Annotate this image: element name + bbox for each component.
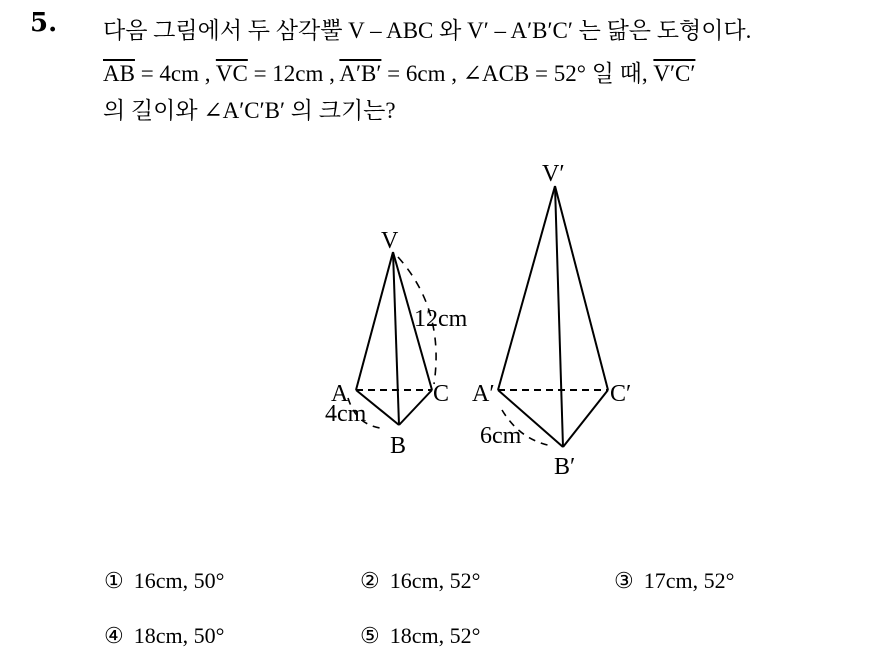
- edge-b-c-prime: [563, 390, 608, 447]
- choice-4[interactable]: [104, 623, 224, 649]
- segment-vc-value: = 12cm ,: [247, 61, 340, 86]
- label-b-prime: B′: [554, 454, 576, 480]
- edge-vb: [393, 252, 399, 425]
- choice-5[interactable]: [360, 623, 480, 649]
- choice-3-mark: ③: [614, 568, 634, 593]
- question-line-1: 다음 그림에서 두 삼각뿔 V – ABC 와 V′ – A′B′C′ 는 닮은 도형이다.: [103, 18, 752, 43]
- choice-5-text: 18cm, 52°: [389, 623, 481, 648]
- choice-1-text: 16cm, 50°: [133, 568, 225, 593]
- segment-a-b-prime-value: = 6cm , ∠ACB = 52° 일 때,: [381, 61, 654, 86]
- edge-va: [356, 252, 393, 390]
- label-4cm: 4cm: [325, 401, 367, 427]
- segment-a-b-prime: A′B′: [339, 61, 382, 86]
- edge-v-a-prime: [498, 186, 555, 390]
- choice-5-mark: ⑤: [360, 623, 380, 648]
- choice-2[interactable]: [360, 568, 480, 594]
- label-v-prime: V′: [542, 161, 565, 187]
- label-6cm: 6cm: [480, 423, 522, 449]
- edge-v-c-prime: [555, 186, 608, 390]
- label-c-prime: C′: [610, 381, 632, 407]
- edge-v-b-prime: [555, 186, 563, 447]
- label-b: B: [390, 433, 407, 459]
- question-number: 5.: [30, 8, 58, 38]
- label-a-prime: A′: [472, 381, 495, 407]
- edge-bc: [399, 390, 432, 425]
- label-a: A: [331, 381, 349, 407]
- segment-vc: $\overline{VC}$: [215, 61, 248, 86]
- choice-1-mark: ①: [104, 568, 124, 593]
- segment-ab-value: = 4cm ,: [134, 61, 216, 86]
- label-v: V: [381, 228, 399, 254]
- choice-1[interactable]: [104, 568, 224, 594]
- label-c: C: [433, 381, 450, 407]
- choice-3[interactable]: [614, 568, 734, 594]
- question-line-3: 의 길이와 ∠A′C′B′ 의 크기는?: [103, 98, 396, 123]
- choice-2-text: 16cm, 52°: [389, 568, 481, 593]
- choice-2-mark: ②: [360, 568, 380, 593]
- choice-4-text: 18cm, 50°: [133, 623, 225, 648]
- choice-3-text: 17cm, 52°: [643, 568, 735, 593]
- label-12cm: 12cm: [414, 306, 468, 332]
- segment-ab: $\overline{AB}$: [103, 61, 135, 86]
- choice-4-mark: ④: [104, 623, 124, 648]
- segment-v-c-prime: V′C′: [653, 61, 696, 86]
